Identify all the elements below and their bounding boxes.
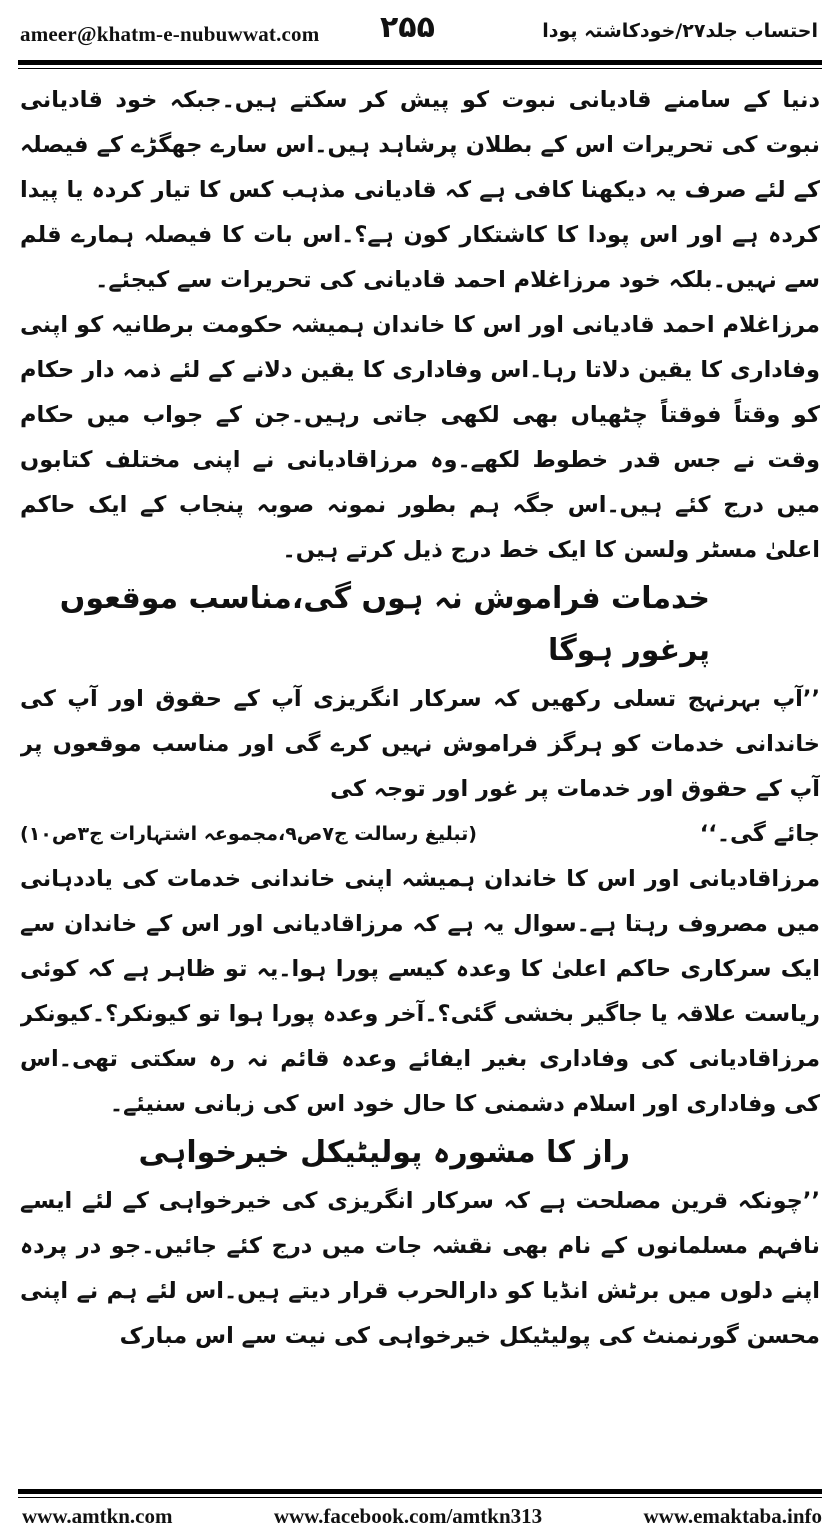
footer-link-facebook[interactable]: www.facebook.com/amtkn313 [273, 1504, 543, 1528]
footer-rule-thin [18, 1497, 822, 1498]
quote-1-ending [20, 812, 820, 857]
page-footer [22, 1504, 822, 1529]
paragraph-2: مرزاغلام احمد قادیانی اور اس کا خاندان ہمیشہ حکومت برطانیہ کو اپنی وفاداری کا یقین دلاتا رہا۔اس وفاداری کا یقین دلانے کے لئے ذمہ دار حکام کو وقتاً فوقتاً چٹھیاں بھی لکھی جاتی رہیں۔جن کے جواب میں حکام وقت نے جس قدر خطوط لکھے۔وہ مرزاقادیانی نے اپنی مختلف کتابوں میں درج کئے ہیں۔اس جگہ ہم بطور نمونہ صوبہ پنجاب کے ایک حاکم اعلیٰ مسٹر ولسن کا ایک خط درج ذیل کرتے ہیں۔ [20, 312, 820, 563]
page-header [0, 0, 840, 58]
quote-1-end: جائے گی۔‘‘ [699, 821, 820, 847]
page-body [20, 78, 820, 1463]
header-rule-thin [18, 68, 822, 69]
page-number: ۲۵۵ [380, 10, 435, 45]
quote-1: ’’آپ بہرنہج تسلی رکھیں کہ سرکار انگریزی آپ کے حقوق اور آپ کی خاندانی خدمات کو ہرگز فراموش نہیں کرے گی اور مناسب موقعوں پر آپ کے حقوق اور خدمات پر غور اور توجہ کی [20, 686, 820, 802]
header-rule [18, 60, 822, 65]
header-email: ameer@khatm-e-nubuwwat.com [20, 22, 320, 46]
book-title: احتساب جلد۲۷/خودکاشتہ پودا [542, 20, 818, 42]
footer-rule [18, 1489, 822, 1494]
quote-1-reference: (تبلیغ رسالت ج۷ص۹،مجموعہ اشتہارات ج۳ص۱۰) [20, 823, 477, 845]
paragraph-3: مرزاقادیانی اور اس کا خاندان ہمیشہ اپنی خاندانی خدمات کی یاددہانی میں مصروف رہتا ہے۔سوال یہ ہے کہ مرزاقادیانی اور اس کے خاندان سے ایک سرکاری حاکم اعلیٰ کا وعدہ کیسے پورا ہوا۔یہ تو ظاہر ہے کہ کوئی ریاست علاقہ یا جاگیر بخشی گئی؟۔آخر وعدہ پورا ہوا تو کیونکر؟۔کیونکر مرزاقادیانی کی وفاداری بغیر ایفائے وعدہ قائم نہ رہ سکتی تھی۔اس کی وفاداری اور اسلام دشمنی کا حال خود اس کی زبانی سنیئے۔ [20, 866, 820, 1117]
footer-link-amtkn[interactable]: www.amtkn.com [22, 1504, 173, 1528]
paragraph-1: دنیا کے سامنے قادیانی نبوت کو پیش کر سکتے ہیں۔جبکہ خود قادیانی نبوت کی تحریرات اس کے بطلان پرشاہد ہیں۔اس سارے جھگڑے کے فیصلہ کے لئے صرف یہ دیکھنا کافی ہے کہ قادیانی مذہب کس کا تیار کردہ یا پیدا کردہ ہے اور اس پودا کا کاشتکار کون ہے؟۔اس بات کا فیصلہ ہمارے قلم سے نہیں۔بلکہ خود مرزاغلام احمد قادیانی کی تحریرات سے کیجئے۔ [20, 87, 820, 293]
section-heading-1: خدمات فراموش نہ ہوں گی،مناسب موقعوں پرغور ہوگا [59, 581, 710, 668]
quote-2: ’’چونکہ قرین مصلحت ہے کہ سرکار انگریزی کی خیرخواہی کے لئے ایسے نافہم مسلمانوں کے نام بھی نقشہ جات میں درج کئے جائیں۔جو در پردہ اپنے دلوں میں برٹش انڈیا کو دارالحرب قرار دیتے ہیں۔اس لئے ہم نے اپنی محسن گورنمنٹ کی پولیٹیکل خیرخواہی کی نیت سے اس مبارک [20, 1188, 820, 1349]
section-heading-2: راز کا مشورہ پولیٹیکل خیرخواہی [138, 1135, 630, 1170]
footer-link-emaktaba[interactable]: www.emaktaba.info [643, 1504, 822, 1528]
